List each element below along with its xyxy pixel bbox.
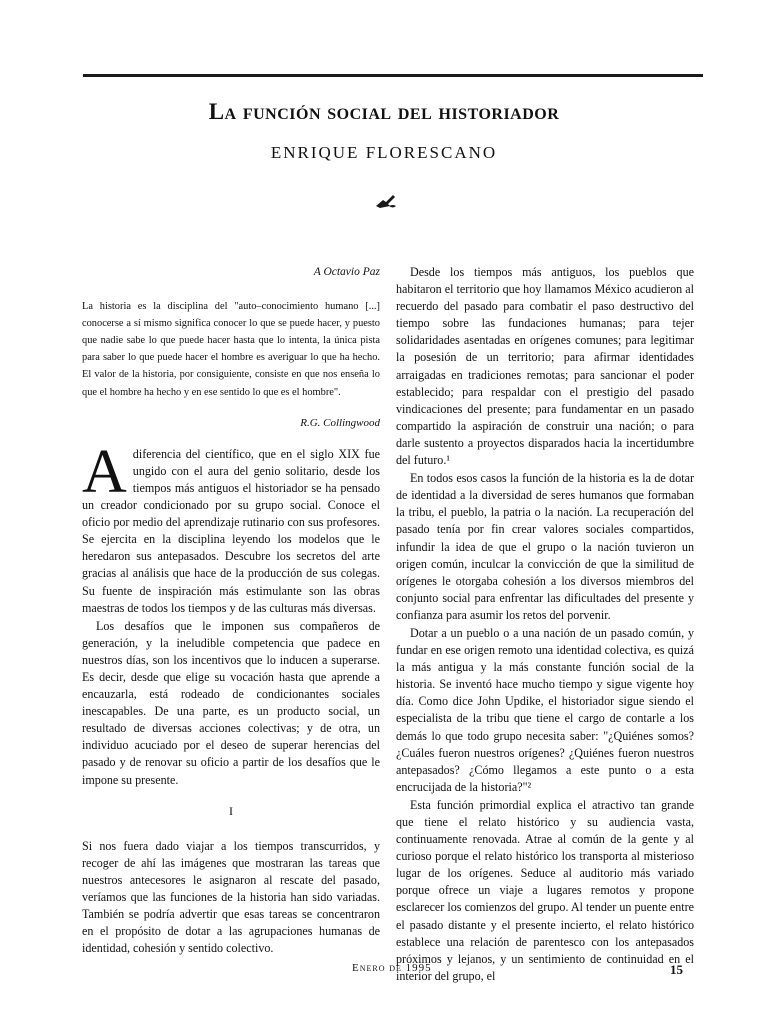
paragraph-text: diferencia del científico, que en el siglo XIX fue ungido con el aura del genio solitario, desde los tiempos más antiguos el historiador se ha pensado un creador condicionado por su grupo social. Conoce el oficio por medio del aprendizaje rutinario con sus profesores. Se ejercita en la disciplina leyendo los modelos que le heredaron sus antepasados. Descubre los secretos del arte gracias al análisis que hace de la producción de sus colegas. Su fuente de inspiración más estimulante son las obras maestras de todos los tiempos y de las culturas más diversas. (82, 446, 380, 615)
top-rule (83, 74, 703, 77)
paragraph: Desde los tiempos más antiguos, los pueblos que habitaron el territorio que hoy llamamos México acudieron al recuerdo del pasado para combatir el paso destructivo del tiempo sobre las fundaciones humanas; para tejer solidaridades asentadas en orígenes comunes; para legitimar la posesión de un territorio; para afirmar identidades arraigadas en tradiciones remotas; para sancionar el poder establecido; para respaldar con el prestigio del pasado vindicaciones del presente; para fundamentar en un pasado compartido la aspiración de construir una nación; o para darle sustento a proyectos disparados hacia la incertidumbre del futuro.¹ (396, 265, 694, 468)
paragraph: Si nos fuera dado viajar a los tiempos transcurridos, y recoger de ahí las imágenes que mostraran las tareas que nuestros antecesores le asignaron al rescate del pasado, veríamos que las funciones de la historia han sido variadas. También se podría advertir que esas tareas se concentraron en el propósito de dotar a las agrupaciones humanas de identidad, cohesión y sentido colectivo. (82, 838, 380, 956)
column-divider (388, 268, 389, 948)
left-column (82, 264, 380, 958)
article-author: ENRIQUE FLORESCANO (270, 143, 498, 162)
section-number: I (229, 803, 233, 818)
epigraph: La historia es la disciplina del "auto–conocimiento humano [...] conocerse a sí mismo significa conocer lo que se puede hacer, y puesto que nadie sabe lo que puede hacer hasta que lo intenta, la única pista para saber lo que puede hacer el hombre es averiguar lo que ha hecho. El valor de la historia, por consiguiente, consiste en que nos enseña lo que el hombre ha hecho y en ese sentido lo que es el hombre". (82, 301, 380, 398)
epigraph-attribution: R.G. Collingwood (300, 416, 380, 429)
hand-pen-icon (374, 192, 398, 210)
issue-date: Enero de 1995 (352, 962, 432, 974)
paragraph (82, 437, 380, 617)
paragraph: Los desafíos que le imponen sus compañeros de generación, y la ineludible competencia que padece en nuestros días, son los incentivos que lo inducen a superarse. Es decir, desde que elige su vocación hasta que aprende a encauzarla, está rodeado de condicionantes sociales inescapables. De una parte, es un producto social, un resultado de diversas acciones colectivas; y de otra, un individuo acuciado por el deseo de superar herencias del pasado y de renovar su oficio a partir de los desafíos que le impone su presente. (82, 618, 380, 787)
right-column (396, 264, 694, 986)
paragraph: En todos esos casos la función de la historia es la de dotar de identidad a la diversidad de seres humanos que formaban la tribu, el pueblo, la patria o la nación. La recuperación del pasado tenía por fin crear valores sociales compartidos, infundir la idea de que el grupo o la nación tuvieron un origen común, inculcar la convicción de que la similitud de orígenes le otorgaba cohesión a los diversos miembros del conjunto social para enfrentar las dificultades del presente y confianza para asumir los retos del porvenir. (396, 471, 694, 622)
drop-cap: A (82, 437, 127, 506)
article-title: La función social del historiador (208, 99, 560, 124)
paragraph: Dotar a un pueblo o a una nación de un pasado común, y fundar en ese origen remoto una identidad colectiva, es quizá la más antigua y la más constante función social de la historia. Se inventó hace mucho tiempo y sigue vigente hoy día. Como dice John Updike, el historiador sigue siendo el especialista de la tribu que tiene el cargo de contarle a los demás lo que todo grupo necesita saber: "¿Quiénes somos? ¿Cuáles fueron nuestros orígenes? ¿Quiénes fueron nuestros antepasados? ¿Cómo llegamos a este punto o a esta encrucijada de la historia?"² (396, 625, 694, 794)
dedication: A Octavio Paz (313, 266, 380, 278)
paragraph: Esta función primordial explica el atractivo tan grande que tiene el relato histórico y su audiencia vasta, continuamente renovada. Atrae al común de la gente y al curioso porque el relato histórico los transporta al misterioso lugar de los orígenes. Seduce al auditorio más variado porque ofrece un viaje a lugares remotos y propone esclarecer los comienzos del grupo. Al tender un puente entre el pasado distante y el presente incierto, el relato histórico establece una relación de parentesco con los antepasados próximos y lejanos, y un sentimiento de continuidad en el interior del grupo, el (396, 797, 694, 983)
page-number: 15 (670, 962, 683, 977)
